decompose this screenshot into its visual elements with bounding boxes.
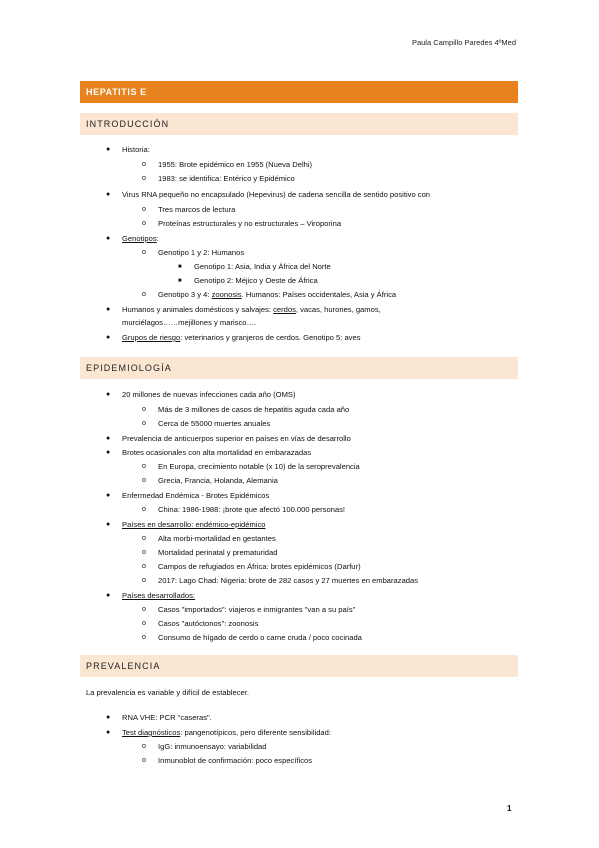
bullet-icon: ● [106,435,111,442]
text-run: . Humanos: Países occidentales, Asia y África [241,290,397,299]
circle-bullet-icon: o [142,577,146,584]
circle-bullet-icon: o [142,291,146,298]
bullet-icon: ● [106,592,111,599]
list-item: Alta morbi-mortalidad en gestantes [158,534,276,543]
list-item: Consumo de hígado de cerdo o carne cruda / poco cocinada [158,633,362,642]
list-item: 2017: Lago Chad: Nigeria: brote de 282 casos y 27 muertes en embarazadas [158,576,419,585]
circle-bullet-icon: o [142,620,146,627]
bullet-icon: ● [106,146,111,153]
list-item: Enfermedad Endémica - Brotes Epidémicos [122,491,270,500]
list-item [122,234,159,244]
list-item: Genotipo 1 y 2: Humanos [158,248,245,257]
circle-bullet-icon: o [142,506,146,513]
circle-bullet-icon: o [142,463,146,470]
text-run: , vacas, hurones, gamos, [295,305,381,314]
circle-bullet-icon: o [142,249,146,256]
list-item: En Europa, crecimiento notable (x 10) de la seroprevalencia [158,462,360,471]
list-item: Cerca de 55000 muertes anuales [158,419,271,428]
list-item: Tres marcos de lectura [158,205,236,214]
list-item: IgG: inmunoensayo: variabilidad [158,742,267,751]
circle-bullet-icon: o [142,535,146,542]
bullet-icon: ● [106,191,111,198]
list-item [122,333,361,343]
list-item: 20 millones de nuevas infecciones cada año (OMS) [122,390,296,399]
list-item-continuation: murciélagos……mejillones y marisco…. [122,318,257,327]
circle-bullet-icon: o [142,175,146,182]
list-item: 1983: se identifica: Entérico y Epidémico [158,174,295,183]
bullet-icon: ● [106,521,111,528]
bullet-icon: ● [106,492,111,499]
genotipos-label: Genotipos [122,234,157,243]
list-item: Brotes ocasionales con alta mortalidad en embarazadas [122,448,312,457]
list-item: Proteínas estructurales y no estructurales – Viroporina [158,219,342,228]
grupos-riesgo-label: Grupos de riesgo [122,333,181,342]
list-item: Prevalencia de anticuerpos superior en países en vías de desarrollo [122,434,351,443]
list-item: China: 1986-1988: ¡brote que afectó 100.000 personas! [158,505,346,514]
list-item [158,290,396,300]
list-item: Campos de refugiados en África: brotes epidémicos (Darfur) [158,562,361,571]
list-item: 1955: Brote epidémico en 1955 (Nueva Delhi) [158,160,313,169]
list-item: RNA VHE: PCR "caseras". [122,713,212,722]
list-item [122,305,381,315]
list-item: Más de 3 millones de casos de hepatitis aguda cada año [158,405,350,414]
list-item: Genotipo 1: Asia, India y África del Norte [194,262,331,271]
zoonosis-text: zoonosis [211,290,242,299]
circle-bullet-icon: o [142,220,146,227]
square-bullet-icon: ■ [178,264,182,270]
bullet-icon: ● [106,729,111,736]
section-heading-epidemiologia: EPIDEMIOLOGÍA [80,357,518,379]
circle-bullet-icon: o [142,406,146,413]
document-title: HEPATITIS E [80,81,518,103]
circle-bullet-icon: o [142,420,146,427]
circle-bullet-icon: o [142,206,146,213]
circle-bullet-icon: o [142,606,146,613]
section-heading-introduccion: INTRODUCCIÓN [80,113,518,135]
list-item: Virus RNA pequeño no encapsulado (Hepevirus) de cadena sencilla de sentido positivo con [122,190,431,199]
circle-bullet-icon: o [142,161,146,168]
text-run: Humanos y animales domésticos y salvajes: [122,305,274,314]
list-item: Países en desarrollo: endémico-epidémico [122,520,266,529]
circle-bullet-icon: o [142,549,146,556]
list-item: Casos "autóctonos": zoonosis [158,619,259,628]
list-item: Genotipo 2: Méjico y Oeste de África [194,276,318,285]
list-item [122,728,331,738]
text-run: : veterinarios y granjeros de cerdos. Genotipo 5: aves [180,333,361,342]
circle-bullet-icon: o [142,563,146,570]
bullet-icon: ● [106,306,111,313]
genotipos-colon: : [156,234,159,243]
bullet-icon: ● [106,449,111,456]
list-item: Historia: [122,145,150,154]
text-run: : pangenotípicos, pero diferente sensibilidad: [180,728,331,737]
circle-bullet-icon: o [142,477,146,484]
text-run: Genotipo 3 y 4: [158,290,212,299]
bullet-icon: ● [106,714,111,721]
paragraph: La prevalencia es variable y difícil de establecer. [86,688,249,697]
bullet-icon: ● [106,391,111,398]
section-heading-prevalencia: PREVALENCIA [80,655,518,677]
list-item: Inmunoblot de confirmación: poco específicos [158,756,313,765]
circle-bullet-icon: o [142,757,146,764]
cerdos-text: cerdos [273,305,296,314]
header-author: Paula Campillo Paredes 4ºMed [411,38,516,47]
list-item: Grecia, Francia, Holanda, Alemania [158,476,278,485]
bullet-icon: ● [106,235,111,242]
circle-bullet-icon: o [142,634,146,641]
list-item: Países desarrollados: [122,591,196,600]
list-item: Mortalidad perinatal y prematuridad [158,548,278,557]
circle-bullet-icon: o [142,743,146,750]
page-number: 1 [507,804,512,813]
list-item: Casos "importados": viajeros e inmigrantes "van a su país" [158,605,356,614]
square-bullet-icon: ■ [178,278,182,284]
test-diagnosticos-label: Test diagnósticos [122,728,181,737]
bullet-icon: ● [106,334,111,341]
